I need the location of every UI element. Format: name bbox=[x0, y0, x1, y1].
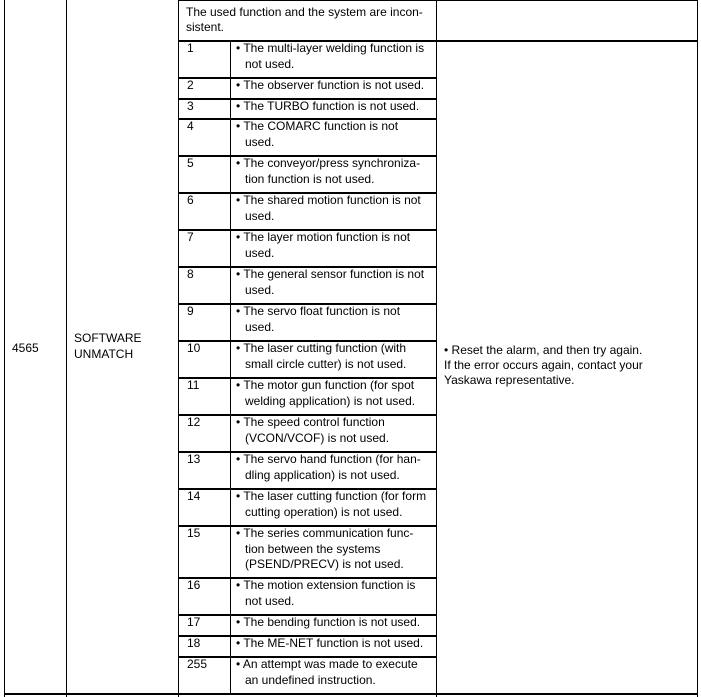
table-border-right bbox=[697, 0, 698, 697]
subcode-column-divider bbox=[230, 40, 231, 693]
subcode-description-line: used. bbox=[245, 319, 275, 334]
subcode-description-line: not used. bbox=[245, 56, 295, 71]
subcode-description-line: (VCON/VCOF) is not used. bbox=[245, 430, 390, 445]
subcode-description-line: • The servo float function is not bbox=[236, 304, 401, 318]
subcode-number: 5 bbox=[187, 156, 194, 170]
subcode-description-line: • The laser cutting function (with bbox=[236, 341, 407, 355]
subcode-number: 14 bbox=[187, 489, 201, 503]
subcode-number: 3 bbox=[187, 99, 194, 113]
subcode-number: 16 bbox=[187, 578, 201, 592]
subcode-number: 18 bbox=[187, 636, 201, 650]
subcode-description-line: • The motor gun function (for spot bbox=[236, 378, 415, 392]
subcode-description-line: • The layer motion function is not bbox=[236, 230, 411, 244]
subcode-description-line: used. bbox=[245, 282, 275, 297]
subcode-number: 15 bbox=[187, 526, 201, 540]
alarm-number: 4565 bbox=[12, 341, 39, 355]
table-border-top bbox=[178, 0, 698, 1]
subcode-description-line: used. bbox=[245, 134, 275, 149]
header-line1: The used function and the system are incon- bbox=[186, 5, 423, 19]
subcode-number: 12 bbox=[187, 415, 201, 429]
subcode-description-line: not used. bbox=[245, 593, 295, 608]
subcode-description-line: • The conveyor/press synchroniza- bbox=[236, 156, 421, 170]
subcode-description-line: • The general sensor function is not bbox=[236, 267, 425, 281]
subcode-description-line: used. bbox=[245, 208, 275, 223]
subcode-number: 1 bbox=[187, 41, 194, 55]
subcode-description-line: • The servo hand function (for han- bbox=[236, 452, 421, 466]
subcode-number: 9 bbox=[187, 304, 194, 318]
subcode-description-line: • The observer function is not used. bbox=[236, 78, 425, 92]
column-divider-3 bbox=[436, 0, 437, 697]
subcode-number: 6 bbox=[187, 193, 194, 207]
alarm-name-line1: SOFTWARE bbox=[74, 331, 142, 345]
subcode-description-line: • The motion extension function is bbox=[236, 578, 416, 592]
subcode-description-line: • The TURBO function is not used. bbox=[236, 99, 420, 113]
subcode-number: 4 bbox=[187, 119, 194, 133]
subcode-number: 11 bbox=[187, 378, 200, 392]
subcode-description-line: • The multi-layer welding function is bbox=[236, 41, 425, 55]
column-divider-1 bbox=[66, 0, 67, 697]
subcode-description-line: • The laser cutting function (for form bbox=[236, 489, 427, 503]
table-border-bottom bbox=[4, 693, 698, 695]
subcode-description-line: dling application) is not used. bbox=[245, 467, 400, 482]
subcode-description-line: (PSEND/PRECV) is not used. bbox=[245, 557, 404, 571]
subcode-description-line: tion function is not used. bbox=[245, 171, 375, 186]
remedy-line2: If the error occurs again, contact your bbox=[444, 358, 643, 372]
column-divider-2 bbox=[178, 0, 179, 697]
subcode-number: 17 bbox=[187, 615, 201, 629]
alarm-name-line2: UNMATCH bbox=[74, 347, 134, 361]
subcode-description-line: • The series communication func- bbox=[236, 526, 414, 540]
subcode-description-line: • The speed control function bbox=[236, 415, 385, 429]
remedy-line1: • Reset the alarm, and then try again. bbox=[444, 343, 643, 357]
subcode-description-line: • The COMARC function is not bbox=[236, 119, 399, 133]
subcode-number: 2 bbox=[187, 78, 194, 92]
subcode-description-line: tion between the systems bbox=[245, 541, 381, 556]
subcode-description-line: welding application) is not used. bbox=[245, 393, 416, 408]
subcode-description-line: • The ME-NET function is not used. bbox=[236, 636, 424, 650]
subcode-number: 7 bbox=[187, 230, 194, 244]
subcode-number: 255 bbox=[187, 657, 208, 671]
subcode-description-line: cutting operation) is not used. bbox=[245, 504, 403, 519]
table-border-left bbox=[4, 0, 5, 697]
subcode-number: 10 bbox=[187, 341, 201, 355]
subcode-description-line: • The shared motion function is not bbox=[236, 193, 421, 207]
header-line2: sistent. bbox=[186, 20, 225, 34]
subcode-number: 8 bbox=[187, 267, 194, 281]
subcode-number: 13 bbox=[187, 452, 201, 466]
subcode-description-line: an undefined instruction. bbox=[245, 672, 376, 687]
subcode-description-line: used. bbox=[245, 245, 275, 260]
subcode-description-line: • The bending function is not used. bbox=[236, 615, 421, 629]
remedy-line3: Yaskawa representative. bbox=[444, 373, 575, 387]
subcode-description-line: small circle cutter) is not used. bbox=[245, 356, 407, 371]
subcode-description-line: • An attempt was made to execute bbox=[236, 657, 418, 671]
